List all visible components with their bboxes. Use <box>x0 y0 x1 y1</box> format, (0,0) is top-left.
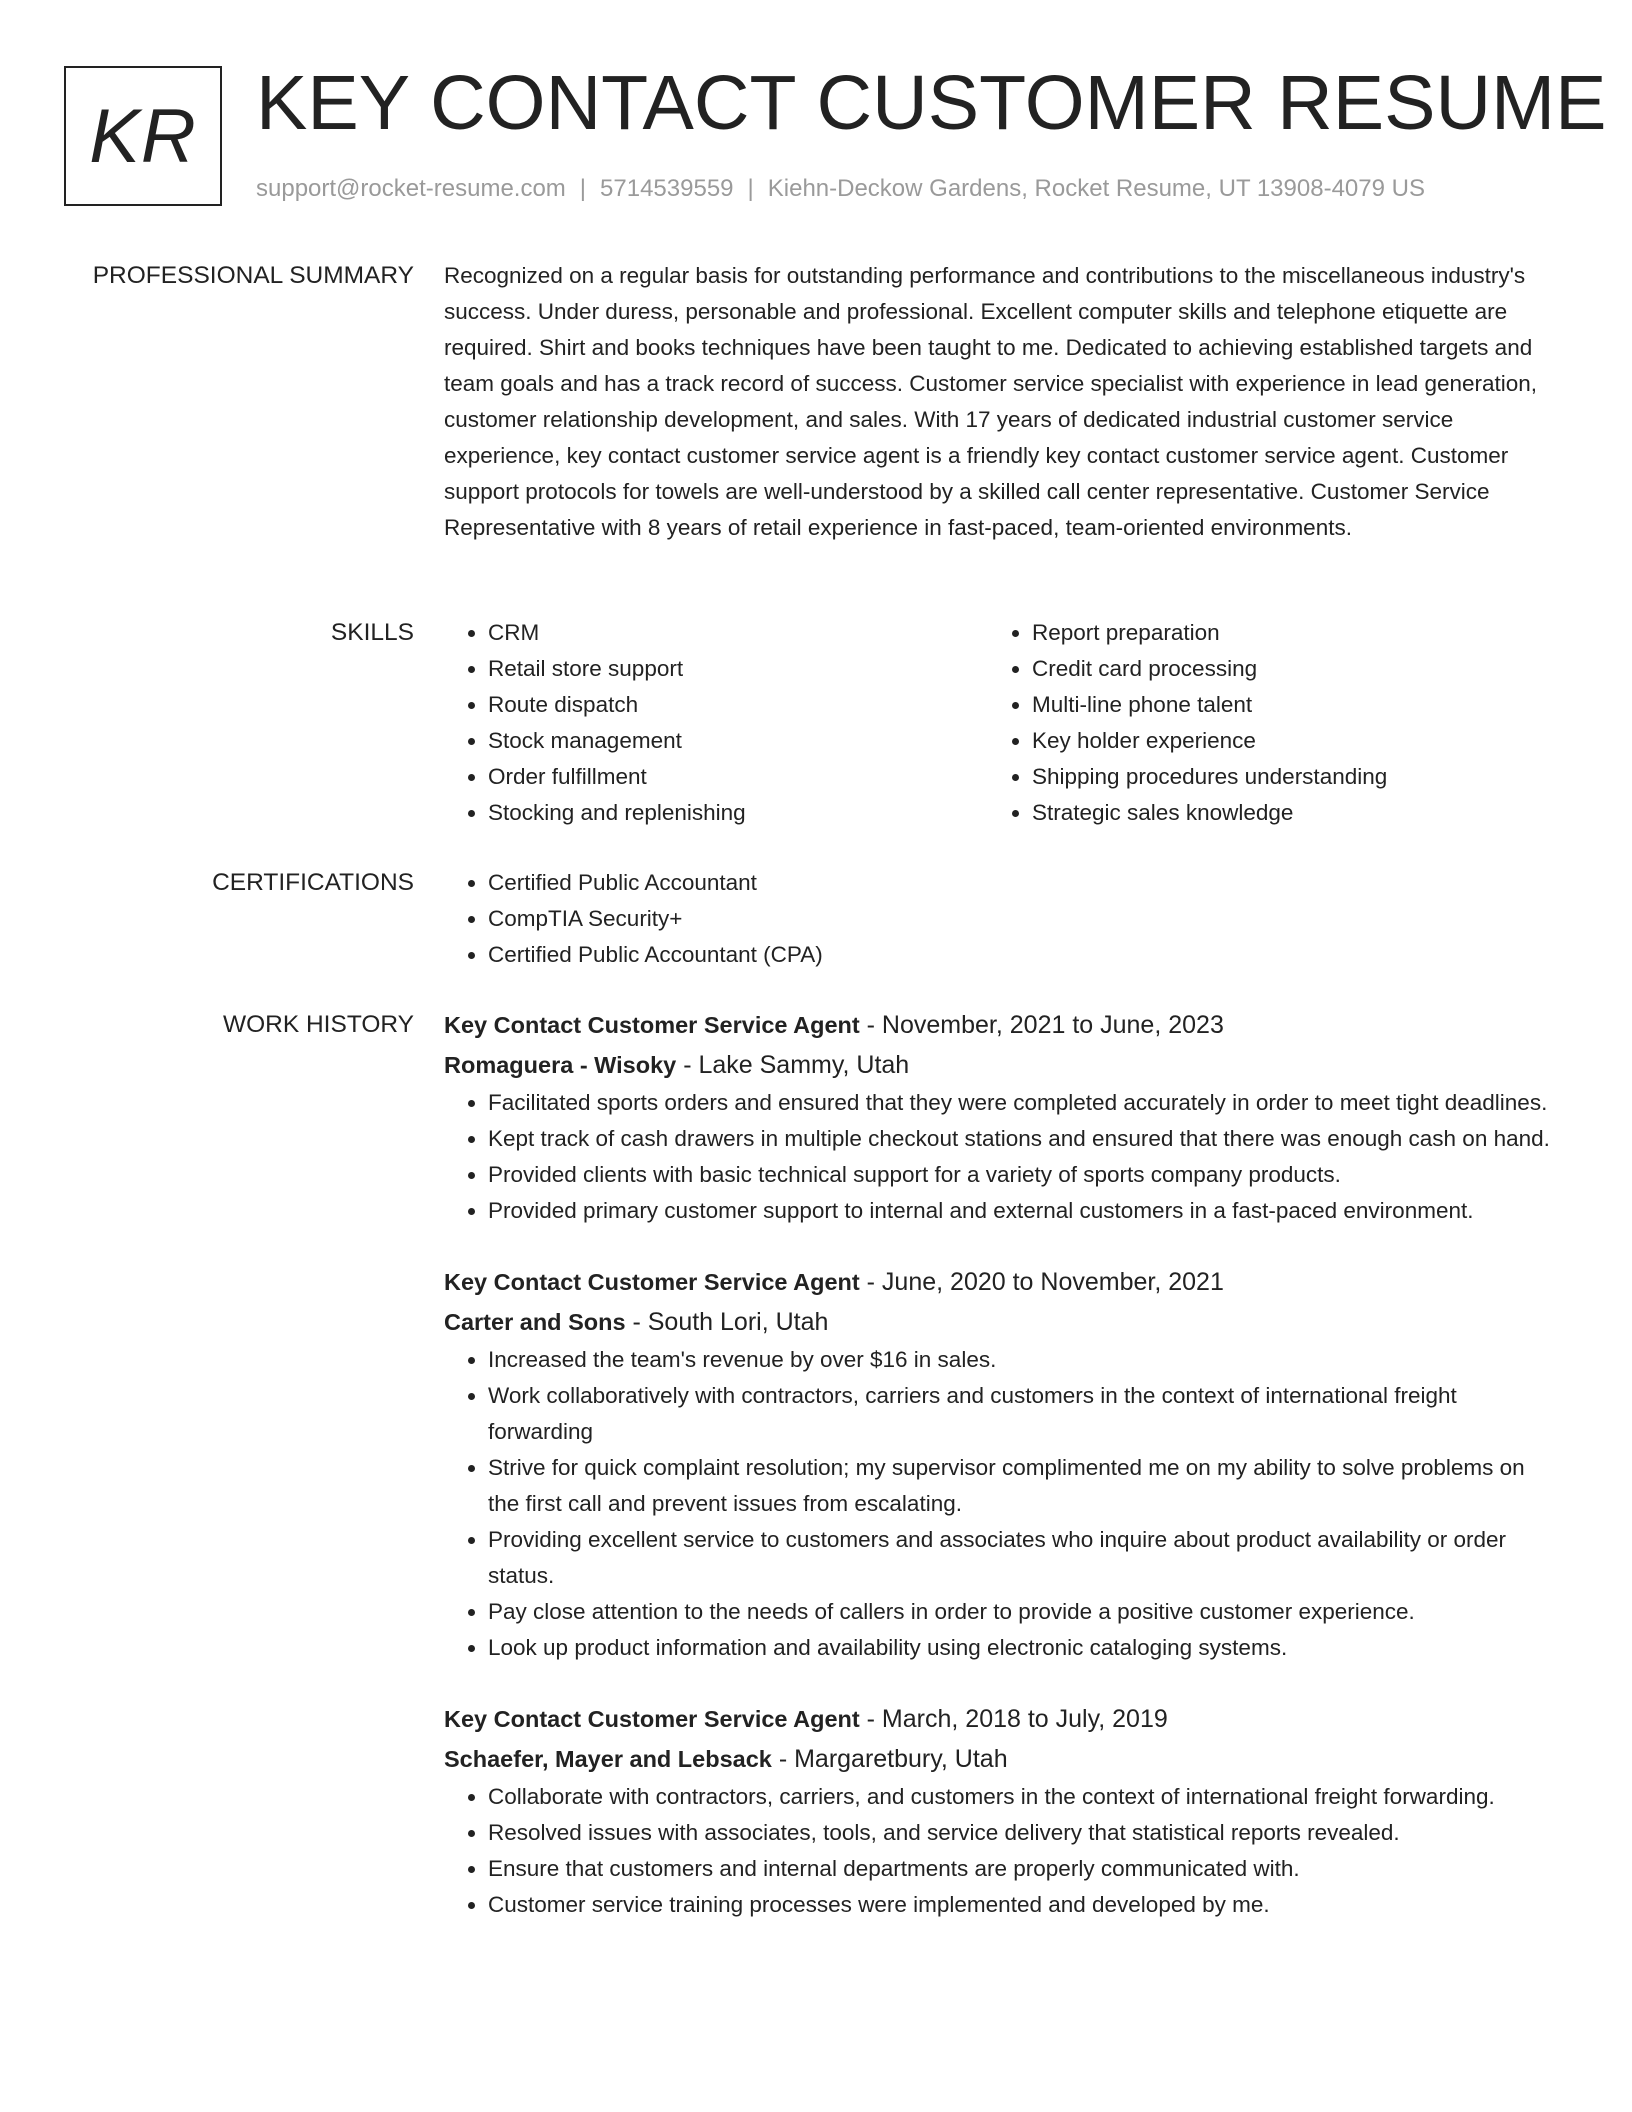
contact-separator: | <box>747 175 754 202</box>
contact-email: support@rocket-resume.com <box>256 175 566 202</box>
skill-item: • Report preparation <box>1032 615 1532 651</box>
job-dates: - June, 2020 to November, 2021 <box>859 1268 1224 1296</box>
job-bullet: • Increased the team's revenue by over $16 in sales. <box>488 1342 1556 1378</box>
job-bullet: • Provided primary customer support to internal and external customers in a fast-paced environment. <box>488 1193 1556 1229</box>
job-bullet: • Look up product information and availability using electronic cataloging systems. <box>488 1630 1556 1666</box>
job-company: Carter and Sons <box>444 1309 626 1335</box>
job-entry <box>444 1005 1556 1229</box>
job-bullet: • Provided clients with basic technical support for a variety of sports company products. <box>488 1157 1556 1193</box>
certifications-list <box>444 865 1556 973</box>
job-bullets <box>444 1085 1556 1229</box>
job-title-line <box>444 1699 1556 1739</box>
job-title: Key Contact Customer Service Agent <box>444 1012 860 1038</box>
job-bullet: • Collaborate with contractors, carriers, and customers in the context of international freight forwarding. <box>488 1779 1556 1815</box>
job-bullet: • Strive for quick complaint resolution; my supervisor complimented me on my ability to solve problems on the first call and prevent issues from escalating. <box>488 1450 1556 1522</box>
summary-text: Recognized on a regular basis for outstanding performance and contributions to the miscellaneous industry's success. Under duress, personable and professional. Excellent computer skills and telephone etiquette are required. Shirt and books techniques have been taught to me. Dedicated to achieving established targets and team goals and has a track record of success. Customer service specialist with experience in lead generation, customer relationship development, and sales. With 17 years of dedicated industrial customer service experience, key contact customer service agent is a friendly key contact customer service agent. Customer support protocols for towels are well-understood by a skilled call center representative. Customer Service Representative with 8 years of retail experience in fast-paced, team-oriented environments. <box>444 263 1538 540</box>
certification-item: • Certified Public Accountant <box>488 865 1556 901</box>
job-entry <box>444 1699 1556 1923</box>
job-bullet: • Ensure that customers and internal departments are properly communicated with. <box>488 1851 1556 1887</box>
section-label-skills: SKILLS <box>330 619 414 646</box>
skill-item: • Key holder experience <box>1032 723 1532 759</box>
job-location: - South Lori, Utah <box>625 1308 829 1336</box>
job-company-line <box>444 1045 1556 1085</box>
job-bullets <box>444 1779 1556 1923</box>
job-bullet: • Resolved issues with associates, tools, and service delivery that statistical reports revealed. <box>488 1815 1556 1851</box>
skill-item: • Strategic sales knowledge <box>1032 795 1532 831</box>
resume-title: KEY CONTACT CUSTOMER RESUME <box>256 60 1607 146</box>
certifications-body <box>444 865 1556 973</box>
job-location: - Lake Sammy, Utah <box>676 1051 910 1079</box>
job-bullet: • Providing excellent service to customers and associates who inquire about product availability or order status. <box>488 1522 1556 1594</box>
job-location: - Margaretbury, Utah <box>771 1745 1008 1773</box>
job-title-line <box>444 1262 1556 1302</box>
skill-item: • Multi-line phone talent <box>1032 687 1532 723</box>
contact-phone: 5714539559 <box>600 175 734 202</box>
monogram-logo: KR <box>64 66 222 206</box>
section-label-certifications: CERTIFICATIONS <box>212 869 414 896</box>
skill-item: • Order fulfillment <box>488 759 988 795</box>
job-title: Key Contact Customer Service Agent <box>444 1269 860 1295</box>
job-company-line <box>444 1739 1556 1779</box>
job-bullets <box>444 1342 1556 1666</box>
skill-item: • Route dispatch <box>488 687 988 723</box>
contact-address: Kiehn-Deckow Gardens, Rocket Resume, UT 13908-4079 US <box>767 175 1425 202</box>
job-bullet: • Customer service training processes were implemented and developed by me. <box>488 1887 1556 1923</box>
job-title-line <box>444 1005 1556 1045</box>
skill-item: • Retail store support <box>488 651 988 687</box>
skill-item: • Stocking and replenishing <box>488 795 988 831</box>
skill-item: • Stock management <box>488 723 988 759</box>
job-company-line <box>444 1302 1556 1342</box>
certification-item: • CompTIA Security+ <box>488 901 1556 937</box>
skills-list-right <box>988 615 1532 831</box>
skill-item: • Shipping procedures understanding <box>1032 759 1532 795</box>
job-title: Key Contact Customer Service Agent <box>444 1706 860 1732</box>
job-company: Schaefer, Mayer and Lebsack <box>444 1746 772 1772</box>
summary-body <box>444 258 1556 546</box>
certification-item: • Certified Public Accountant (CPA) <box>488 937 1556 973</box>
skills-body <box>444 615 1556 831</box>
job-bullet: • Pay close attention to the needs of callers in order to provide a positive customer experience. <box>488 1594 1556 1630</box>
job-dates: - March, 2018 to July, 2019 <box>859 1705 1168 1733</box>
skill-item: • CRM <box>488 615 988 651</box>
section-label-summary: PROFESSIONAL SUMMARY <box>92 262 414 289</box>
work-history-body <box>444 1005 1556 1956</box>
job-entry <box>444 1262 1556 1666</box>
job-company: Romaguera - Wisoky <box>444 1052 677 1078</box>
job-bullet: • Kept track of cash drawers in multiple checkout stations and ensured that there was enough cash on hand. <box>488 1121 1556 1157</box>
contact-line <box>256 173 1425 205</box>
skills-list-left <box>444 615 988 831</box>
skill-item: • Credit card processing <box>1032 651 1532 687</box>
contact-separator: | <box>579 175 587 202</box>
section-label-work-history: WORK HISTORY <box>222 1011 414 1038</box>
job-dates: - November, 2021 to June, 2023 <box>859 1011 1224 1039</box>
job-bullet: • Facilitated sports orders and ensured that they were completed accurately in order to meet tight deadlines. <box>488 1085 1556 1121</box>
job-bullet: • Work collaboratively with contractors, carriers and customers in the context of international freight forwarding <box>488 1378 1556 1450</box>
